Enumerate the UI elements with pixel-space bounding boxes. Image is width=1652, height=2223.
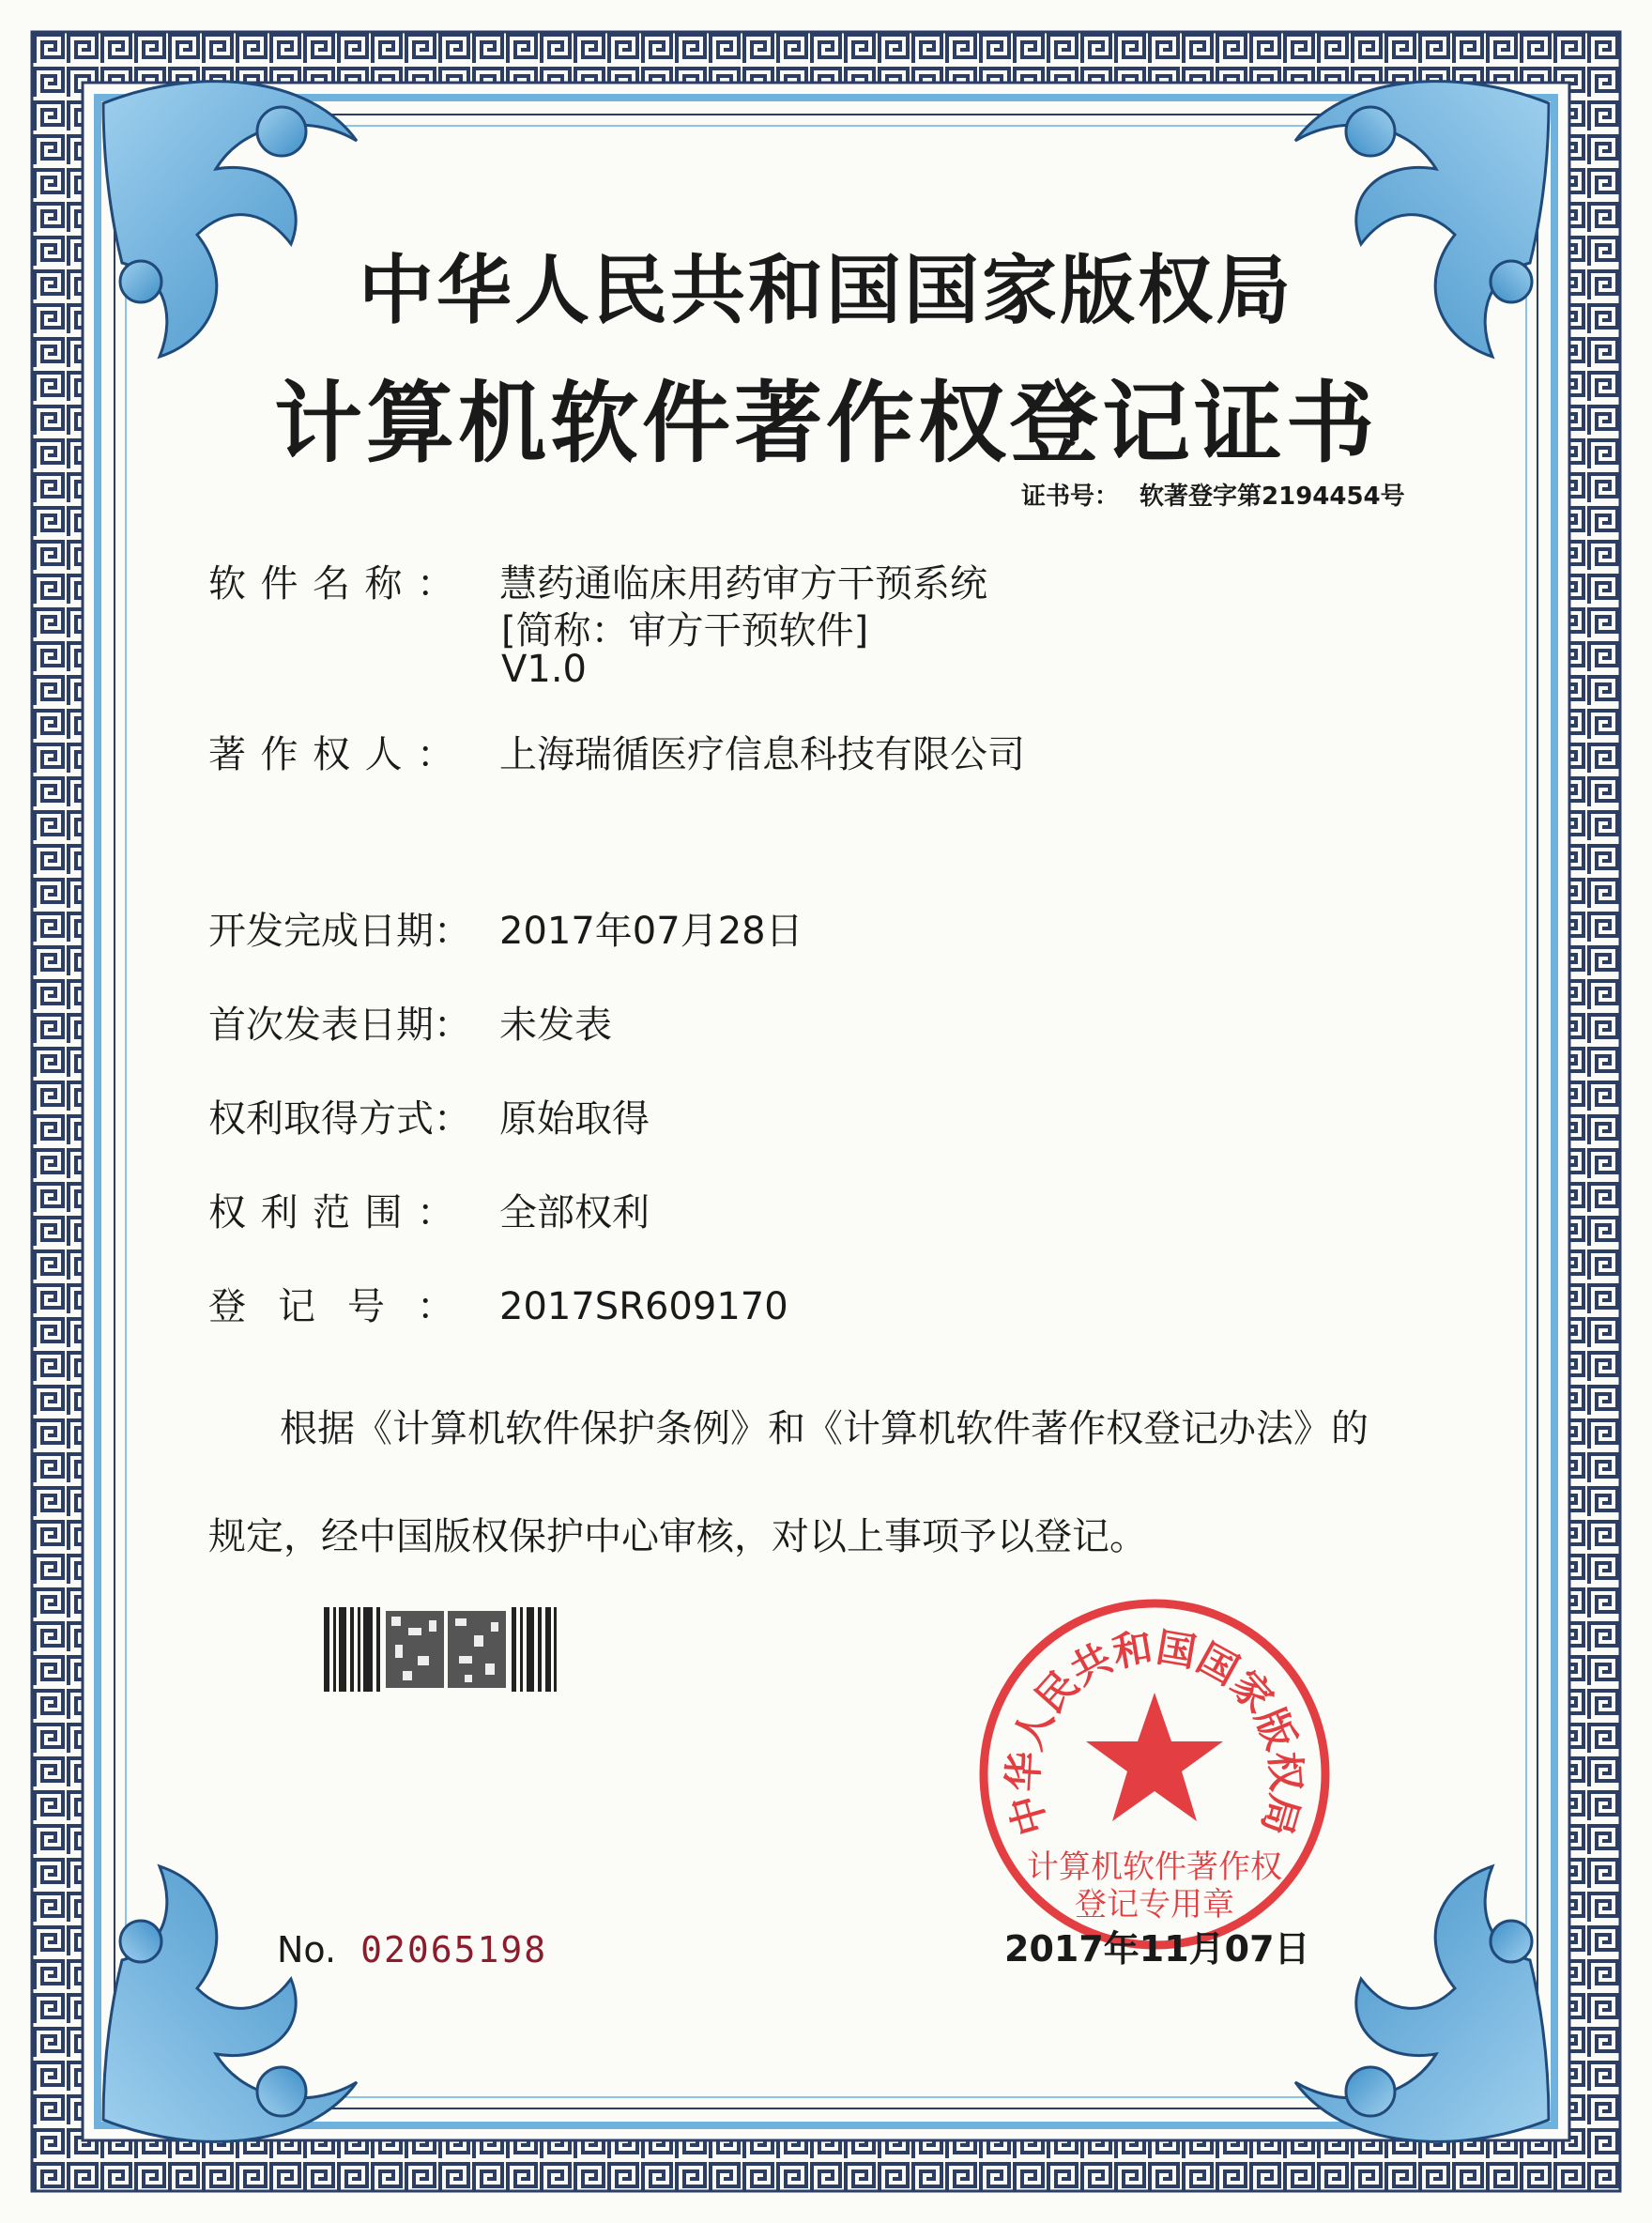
field-scope bbox=[208, 1183, 650, 1236]
field-acquisition bbox=[208, 1089, 650, 1142]
seal-center-line-1: 计算机软件著作权 bbox=[1027, 1848, 1282, 1886]
statement-line-1: 根据《计算机软件保护条例》和《计算机软件著作权登记办法》的 bbox=[280, 1407, 1369, 1450]
barcode bbox=[324, 1607, 558, 1692]
certificate-title: 计算机软件著作权登记证书 bbox=[273, 372, 1378, 475]
field-label: 首次发表日期： bbox=[208, 1004, 471, 1047]
field-value: 全部权利 bbox=[499, 1191, 650, 1234]
certificate-number-value: 软著登字第2194454号 bbox=[1140, 483, 1405, 511]
official-seal bbox=[971, 1591, 1338, 1957]
field-registration-number bbox=[208, 1277, 788, 1330]
software-version: V1.0 bbox=[501, 648, 587, 691]
field-label: 著作权人： bbox=[208, 733, 454, 776]
authority-title: 中华人民共和国国家版权局 bbox=[359, 247, 1293, 334]
field-value: 慧药通临床用药审方干预系统 bbox=[499, 562, 987, 606]
field-value: 上海瑞循医疗信息科技有限公司 bbox=[499, 733, 1025, 776]
field-value: 原始取得 bbox=[499, 1097, 650, 1141]
certificate-number-label: 证书号： bbox=[1021, 483, 1120, 511]
serial-value: 02065198 bbox=[360, 1929, 548, 1970]
field-value: 未发表 bbox=[499, 1004, 612, 1047]
field-value: 2017年07月28日 bbox=[499, 910, 803, 953]
field-label: 权利取得方式： bbox=[208, 1097, 471, 1141]
field-completion-date bbox=[208, 901, 803, 955]
field-label: 权利范围： bbox=[208, 1191, 454, 1234]
seal-ring-text: 中华人民共和国国家版权局 bbox=[1000, 1623, 1309, 1841]
serial-label: No. bbox=[277, 1929, 337, 1970]
field-copyright-owner bbox=[208, 725, 1025, 778]
issue-date: 2017年11月07日 bbox=[1004, 1928, 1310, 1970]
seal-star-icon bbox=[1086, 1693, 1223, 1821]
field-software-name bbox=[208, 554, 987, 691]
serial-number bbox=[277, 1929, 547, 1970]
software-short-name: [简称：审方干预软件] bbox=[501, 609, 869, 652]
field-label: 软件名称： bbox=[208, 562, 454, 606]
field-value: 2017SR609170 bbox=[499, 1285, 788, 1328]
certificate-number bbox=[1021, 477, 1405, 512]
field-label: 开发完成日期： bbox=[208, 910, 471, 953]
seal-center-line-2: 登记专用章 bbox=[1075, 1886, 1234, 1924]
field-first-publication bbox=[208, 995, 612, 1049]
field-label: 登记号： bbox=[208, 1285, 454, 1328]
statement-line-2: 规定，经中国版权保护中心审核，对以上事项予以登记。 bbox=[208, 1515, 1147, 1558]
